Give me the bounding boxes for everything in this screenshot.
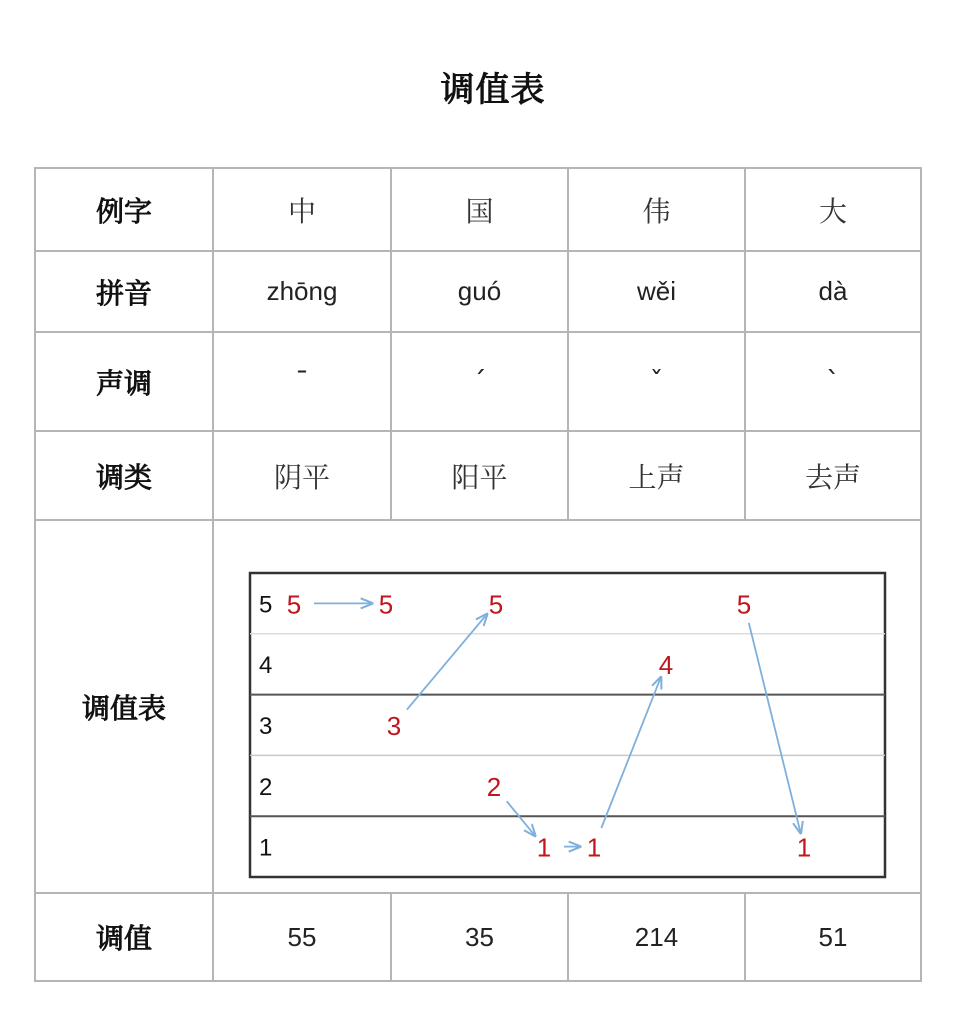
- pinyin-2: guó: [391, 251, 568, 332]
- tone-class-3: 上声: [568, 431, 745, 520]
- tone-arrow-4-1: [749, 623, 801, 833]
- level-label-4: 4: [259, 652, 273, 680]
- tone-mark-label: 声调: [35, 332, 213, 431]
- example-char-1: 中: [213, 168, 391, 251]
- example-label: 例字: [35, 168, 213, 251]
- tone-class-4: 去声: [745, 431, 921, 520]
- tone-class-label: 调类: [35, 431, 213, 520]
- pinyin-row: [35, 251, 921, 332]
- level-label-2: 2: [259, 773, 273, 801]
- pinyin-label: 拼音: [35, 251, 213, 332]
- tone-value-row: [35, 893, 921, 981]
- tone-chart-cell: [213, 520, 921, 893]
- tone-point-4-1: 5: [736, 589, 752, 620]
- level-label-1: 1: [259, 834, 273, 862]
- tone-mark-2: ˊ: [391, 332, 568, 431]
- tone-mark-row: [35, 332, 921, 431]
- example-char-3: 伟: [568, 168, 745, 251]
- tone-point-2-2: 5: [488, 589, 504, 620]
- chart-frame: [250, 573, 885, 877]
- tone-chart-row: [35, 520, 921, 893]
- pinyin-4: dà: [745, 251, 921, 332]
- tone-chart: [214, 521, 920, 892]
- pinyin-3: wěi: [568, 251, 745, 332]
- tone-arrow-3-1: [507, 801, 535, 836]
- tone-mark-1: ˉ: [213, 332, 391, 431]
- tone-point-3-4: 4: [658, 650, 674, 681]
- tone-point-4-2: 1: [796, 832, 812, 863]
- tone-value-3: 214: [568, 893, 745, 981]
- tone-value-1: 55: [213, 893, 391, 981]
- tone-arrow-3-3: [601, 677, 661, 828]
- tone-table: [34, 167, 922, 982]
- tone-value-label: 调值: [35, 893, 213, 981]
- page-title: 调值表: [440, 70, 546, 110]
- tone-point-3-1: 2: [486, 771, 502, 802]
- tone-value-4: 51: [745, 893, 921, 981]
- tone-value-2: 35: [391, 893, 568, 981]
- tone-point-3-2: 1: [536, 832, 552, 863]
- pinyin-1: zhōng: [213, 251, 391, 332]
- tone-mark-4: ˋ: [745, 332, 921, 431]
- level-label-5: 5: [259, 591, 273, 619]
- tone-point-1-1: 5: [286, 589, 302, 620]
- example-char-2: 国: [391, 168, 568, 251]
- example-char-4: 大: [745, 168, 921, 251]
- tone-class-2: 阳平: [391, 431, 568, 520]
- tone-class-1: 阴平: [213, 431, 391, 520]
- tone-point-2-1: 3: [386, 711, 402, 741]
- tone-point-1-2: 5: [378, 589, 394, 620]
- tone-chart-label: 调值表: [35, 520, 213, 893]
- level-label-3: 3: [259, 713, 273, 740]
- tone-point-3-3: 1: [586, 832, 602, 863]
- tone-mark-3: ˇ: [568, 332, 745, 431]
- tone-class-row: [35, 431, 921, 520]
- example-row: [35, 168, 921, 251]
